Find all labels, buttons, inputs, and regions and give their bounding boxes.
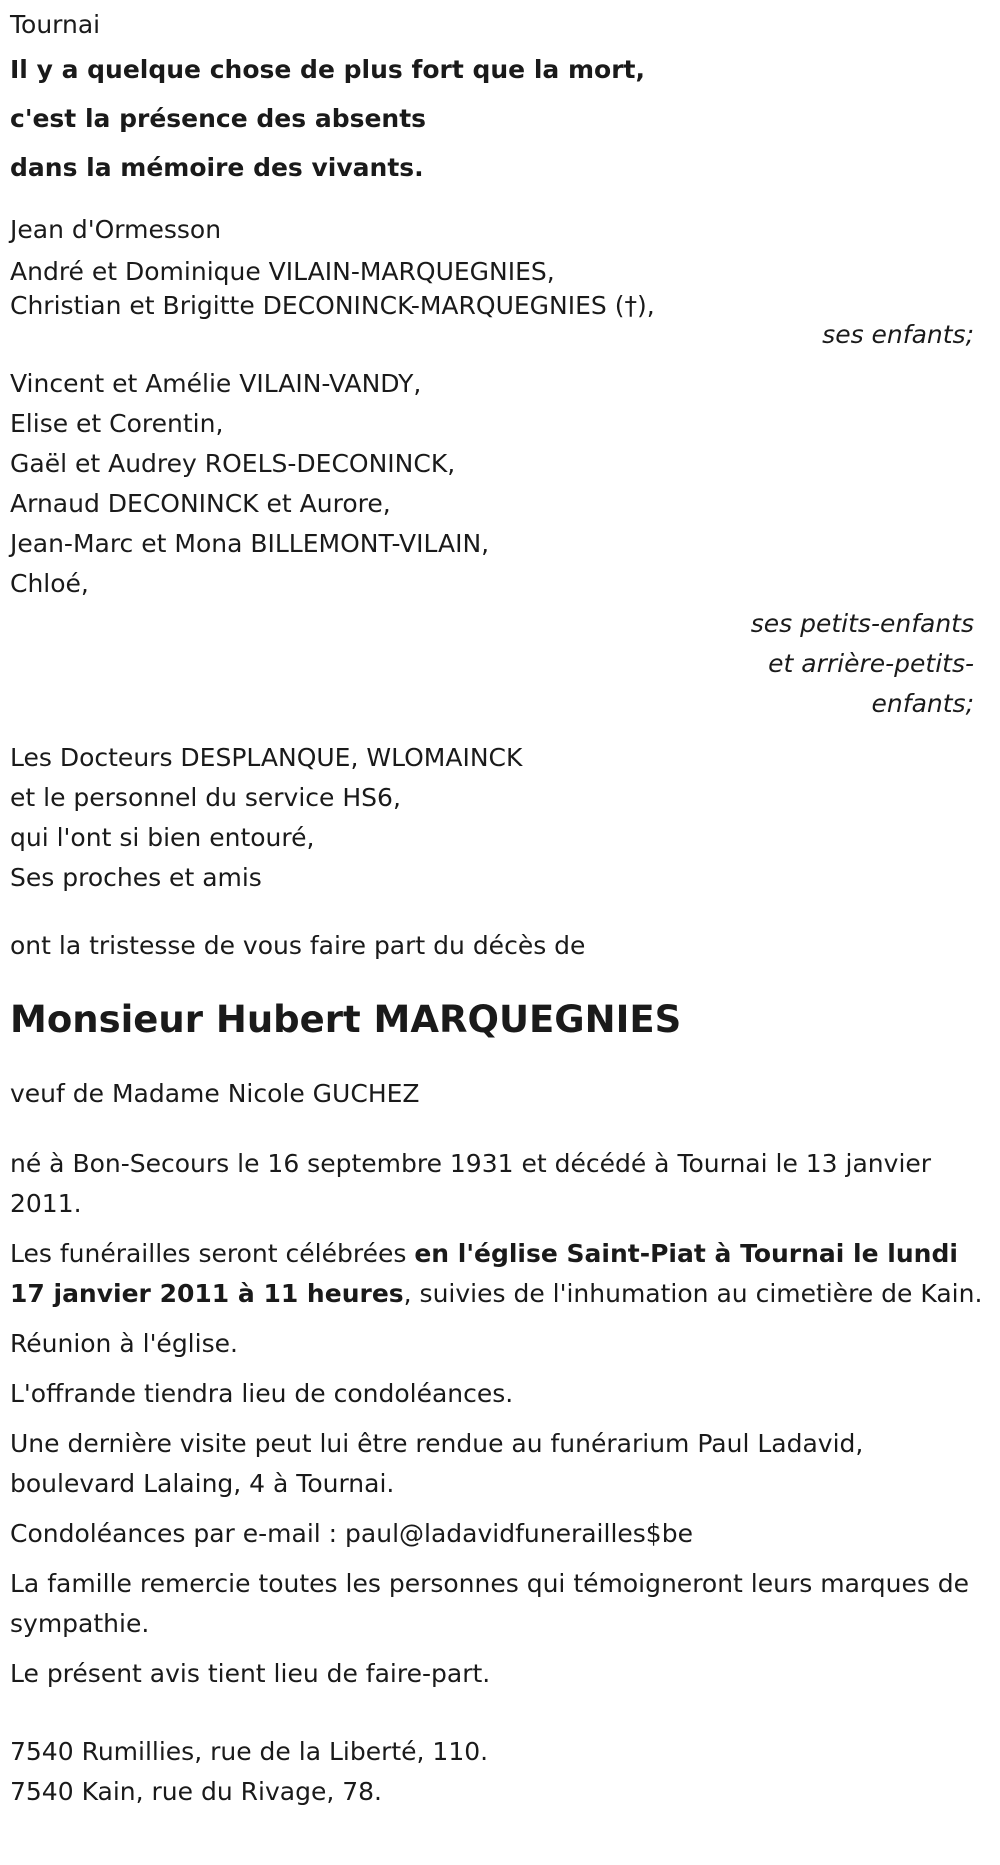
list-item: Elise et Corentin, bbox=[10, 409, 224, 438]
addresses bbox=[10, 1732, 990, 1812]
grandchildren-role: ses petits-enfants et arrière-petits-enfants; bbox=[750, 609, 974, 718]
grandchildren-list bbox=[10, 364, 990, 604]
funeral-suffix: , suivies de l'inhumation au cimetière de Kain. bbox=[403, 1279, 983, 1308]
list-item: Gaël et Audrey ROELS-DECONINCK, bbox=[10, 449, 456, 478]
deceased-name: Monsieur Hubert MARQUEGNIES bbox=[10, 998, 682, 1041]
quote bbox=[10, 45, 990, 192]
list-item: Jean-Marc et Mona BILLEMONT-VILAIN, bbox=[10, 529, 490, 558]
list-item: Christian et Brigitte DECONINCK-MARQUEGNIES (†), bbox=[10, 291, 655, 320]
city: Tournai bbox=[10, 10, 101, 39]
funeral-info bbox=[10, 1234, 985, 1314]
funeral-details: en l'église Saint-Piat à Tournai le lundi 17 janvier 2011 à 11 heures bbox=[10, 1239, 958, 1308]
list-item: Les Docteurs DESPLANQUE, WLOMAINCK bbox=[10, 743, 523, 772]
children-list bbox=[10, 252, 990, 320]
others-list bbox=[10, 738, 990, 898]
quote-line: dans la mémoire des vivants. bbox=[10, 153, 424, 182]
address: 7540 Rumillies, rue de la Liberté, 110. bbox=[10, 1737, 489, 1766]
offering: L'offrande tiendra lieu de condoléances. bbox=[10, 1379, 514, 1408]
list-item: Chloé, bbox=[10, 569, 89, 598]
list-item: qui l'ont si bien entouré, bbox=[10, 823, 315, 852]
widower-of: veuf de Madame Nicole GUCHEZ bbox=[10, 1079, 420, 1108]
visit: Une dernière visite peut lui être rendue au funérarium Paul Ladavid, boulevard Lalaing, 4 à Tournai. bbox=[10, 1429, 864, 1498]
quote-author: Jean d'Ormesson bbox=[10, 215, 222, 244]
condolences: Condoléances par e-mail : paul@ladavidfunerailles$be bbox=[10, 1519, 693, 1548]
list-item: Vincent et Amélie VILAIN-VANDY, bbox=[10, 369, 422, 398]
address: 7540 Kain, rue du Rivage, 78. bbox=[10, 1777, 382, 1806]
announcement: ont la tristesse de vous faire part du décès de bbox=[10, 931, 586, 960]
children-role: ses enfants; bbox=[822, 320, 974, 349]
list-item: Arnaud DECONINCK et Aurore, bbox=[10, 489, 391, 518]
thanks: La famille remercie toutes les personnes qui témoigneront leurs marques de sympathie. bbox=[10, 1569, 970, 1638]
death-notice bbox=[0, 5, 990, 1812]
list-item: André et Dominique VILAIN-MARQUEGNIES, bbox=[10, 257, 555, 286]
quote-line: c'est la présence des absents bbox=[10, 104, 427, 133]
list-item: et le personnel du service HS6, bbox=[10, 783, 401, 812]
birth-death: né à Bon-Secours le 16 septembre 1931 et décédé à Tournai le 13 janvier 2011. bbox=[10, 1149, 932, 1218]
notice-text: Le présent avis tient lieu de faire-part. bbox=[10, 1659, 491, 1688]
funeral-prefix: Les funérailles seront célébrées bbox=[10, 1239, 415, 1268]
list-item: Ses proches et amis bbox=[10, 863, 262, 892]
quote-line: Il y a quelque chose de plus fort que la mort, bbox=[10, 55, 645, 84]
meeting: Réunion à l'église. bbox=[10, 1329, 238, 1358]
